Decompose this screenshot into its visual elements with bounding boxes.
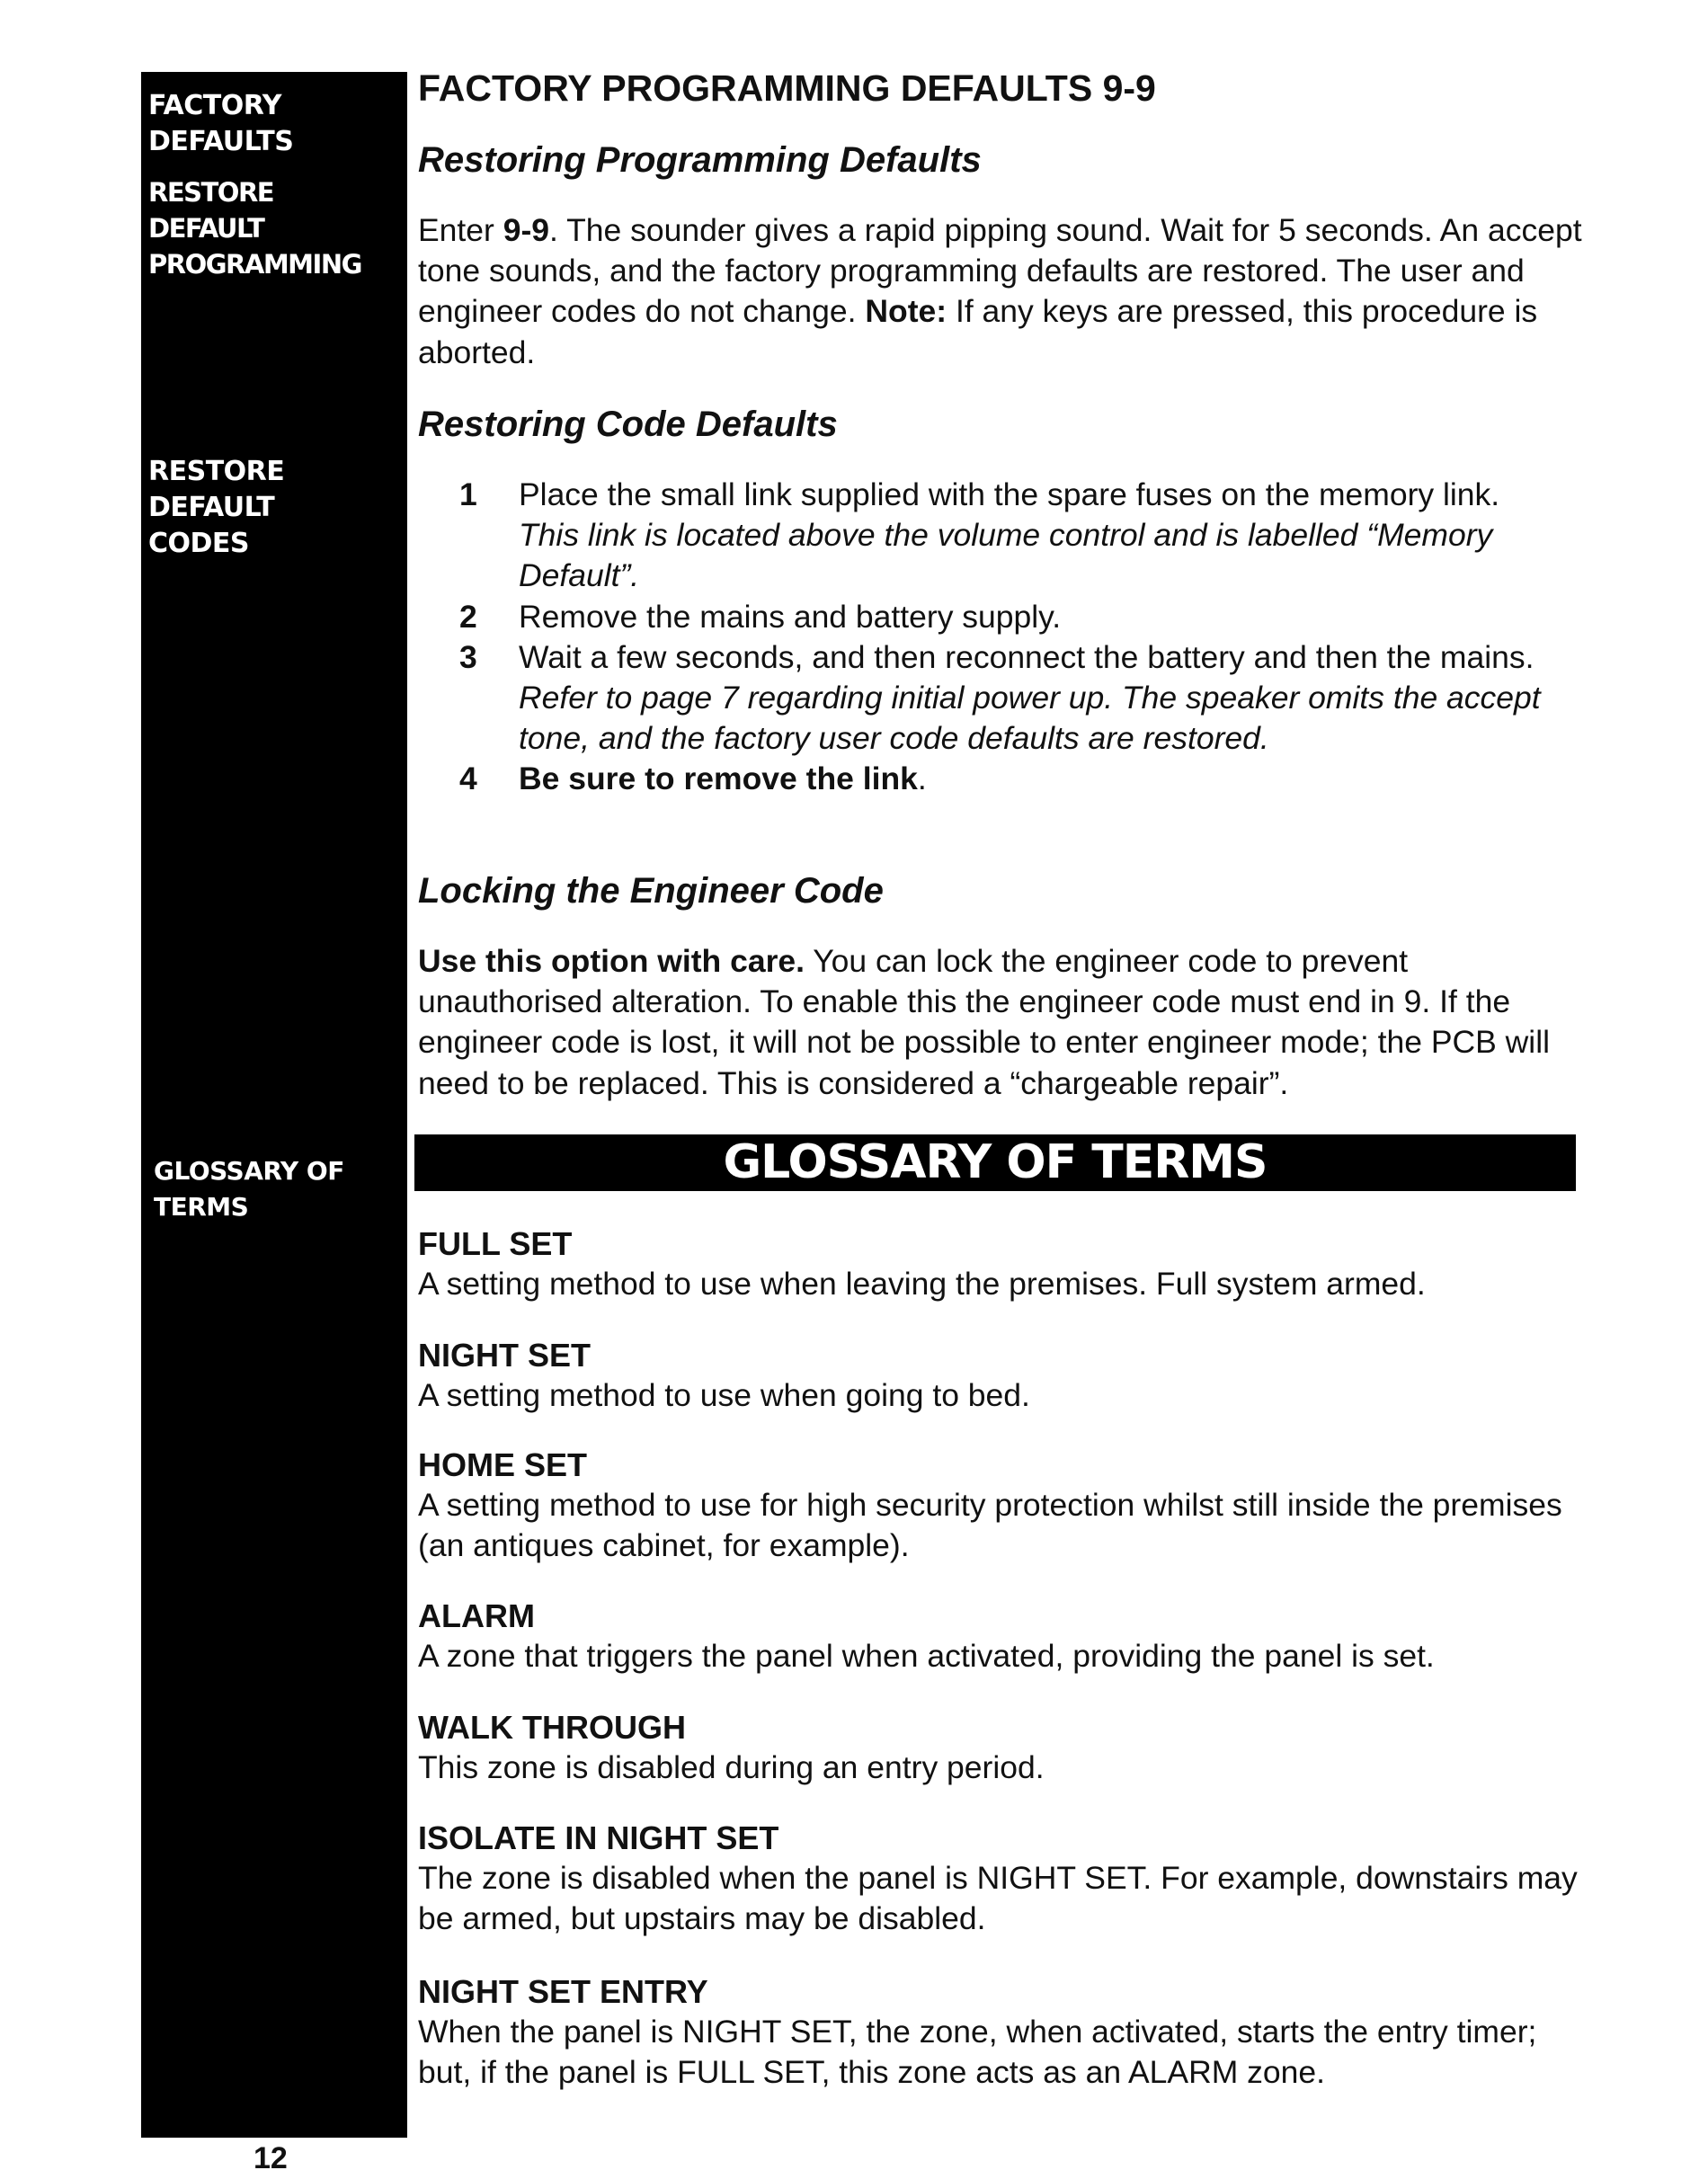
glossary-term: WALK THROUGH This zone is disabled during an entry period.: [418, 1709, 1045, 1785]
glossary-banner: GLOSSARY OF TERMS: [414, 1134, 1576, 1191]
programming-section: [418, 138, 1587, 373]
glossary-term: ISOLATE IN NIGHT SET The zone is disabled when the panel is NIGHT SET. For example, downstairs may be armed, but upstairs may be disabled.: [418, 1819, 1578, 1937]
sidebar: [141, 72, 407, 2138]
codes-heading: Restoring Code Defaults: [418, 405, 838, 444]
side-label-glossary: GLOSSARY OF TERMS: [154, 1156, 344, 1222]
step: 1 Place the small link supplied with the spare fuses on the memory link. This link is located above the volume control and is labelled “Memory Default”.: [459, 476, 1500, 594]
step: 3 Wait a few seconds, and then reconnect the battery and then the mains. Refer to page 7 regarding initial power up. The speaker omits the accept tone, and the factory user code defaults are restored.: [459, 638, 1541, 757]
programming-paragraph: Enter 9-9. The sounder gives a rapid pipping sound. Wait for 5 seconds. An accept tone sounds, and the factory programming defaults are restored. The user and engineer codes do not change. Note: If any keys are pressed, this procedure is aborted.: [418, 212, 1582, 370]
glossary-term: NIGHT SET ENTRY When the panel is NIGHT SET, the zone, when activated, starts the entry timer; but, if the panel is FULL SET, this zone acts as an ALARM zone.: [418, 1973, 1537, 2091]
programming-heading: Restoring Programming Defaults: [418, 140, 982, 180]
side-label-restore-programming: RESTORE DEFAULT PROGRAMMING: [148, 177, 361, 280]
side-label-factory-defaults: FACTORY DEFAULTS: [148, 90, 294, 157]
side-label-restore-codes: RESTORE DEFAULT CODES: [148, 456, 285, 559]
page-number: 12: [254, 2141, 288, 2175]
locking-heading: Locking the Engineer Code: [418, 871, 884, 911]
glossary-term: FULL SET A setting method to use when leaving the premises. Full system armed.: [418, 1225, 1426, 1302]
page-title: FACTORY PROGRAMMING DEFAULTS 9-9: [418, 67, 1156, 109]
glossary-term: ALARM A zone that triggers the panel when activated, providing the panel is set.: [418, 1597, 1435, 1674]
codes-steps: [418, 475, 1587, 800]
step: 2 Remove the mains and battery supply.: [459, 598, 1062, 635]
glossary-term: HOME SET A setting method to use for high security protection whilst still inside the premises (an antiques cabinet, for example).: [418, 1446, 1562, 1564]
locking-section: [418, 869, 1587, 1104]
step: 4 Be sure to remove the link.: [459, 760, 927, 797]
codes-section: [418, 403, 1587, 800]
locking-paragraph: Use this option with care. You can lock the engineer code to prevent unauthorised alteration. To enable this the engineer code must end in 9. If the engineer code is lost, it will not be possible to enter engineer mode; the PCB will need to be replaced. This is considered a “chargeable repair”.: [418, 943, 1550, 1101]
glossary-term: NIGHT SET A setting method to use when going to bed.: [418, 1337, 1030, 1413]
